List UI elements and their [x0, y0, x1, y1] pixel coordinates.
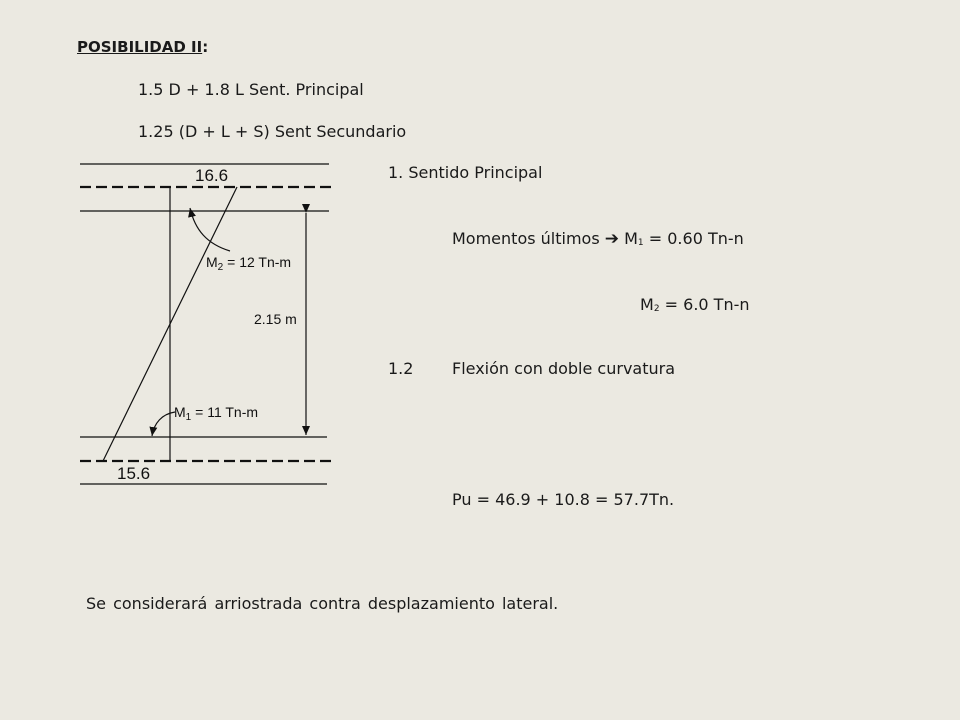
section-heading-principal: 1. Sentido Principal [388, 163, 543, 182]
m2-value: = 6.0 Tn-n [664, 295, 750, 314]
top-moment-value: 16.6 [195, 166, 229, 185]
title-colon: : [202, 38, 209, 56]
height-dimension-label: 2.15 m [254, 311, 297, 327]
section-number-1-2: 1.2 [388, 359, 414, 378]
m1-subscript: 1 [637, 238, 644, 248]
m1-curved-arrow-icon [152, 412, 175, 436]
m1-value: = 0.60 Tn-n [648, 229, 744, 248]
load-combination-principal: 1.5 D + 1.8 L Sent. Principal [138, 80, 364, 99]
title-text: POSIBILIDAD II [77, 38, 203, 56]
m1-symbol: M [624, 229, 638, 248]
m1-diagram-label: $M_1 = 11$ Tn-m [174, 404, 259, 423]
pu-equation: Pu = 46.9 + 10.8 = 57.7Tn. [452, 490, 675, 509]
section-title-1-2: Flexión con doble curvatura [452, 359, 676, 378]
bottom-moment-value: 15.6 [117, 464, 151, 483]
m2-subscript: 2 [653, 304, 660, 314]
bold-right-arrow-icon: ➔ [604, 229, 620, 249]
bracing-note: Se considerará arriostrada contra desplazamiento lateral. [86, 594, 559, 613]
m2-symbol: M [640, 295, 654, 314]
m2-diagram-label: $M_2 = 12$ Tn-m [206, 254, 292, 273]
momentos-label: Momentos últimos [452, 229, 600, 248]
load-combination-secondary: 1.25 (D + L + S) Sent Secundario [138, 122, 407, 141]
